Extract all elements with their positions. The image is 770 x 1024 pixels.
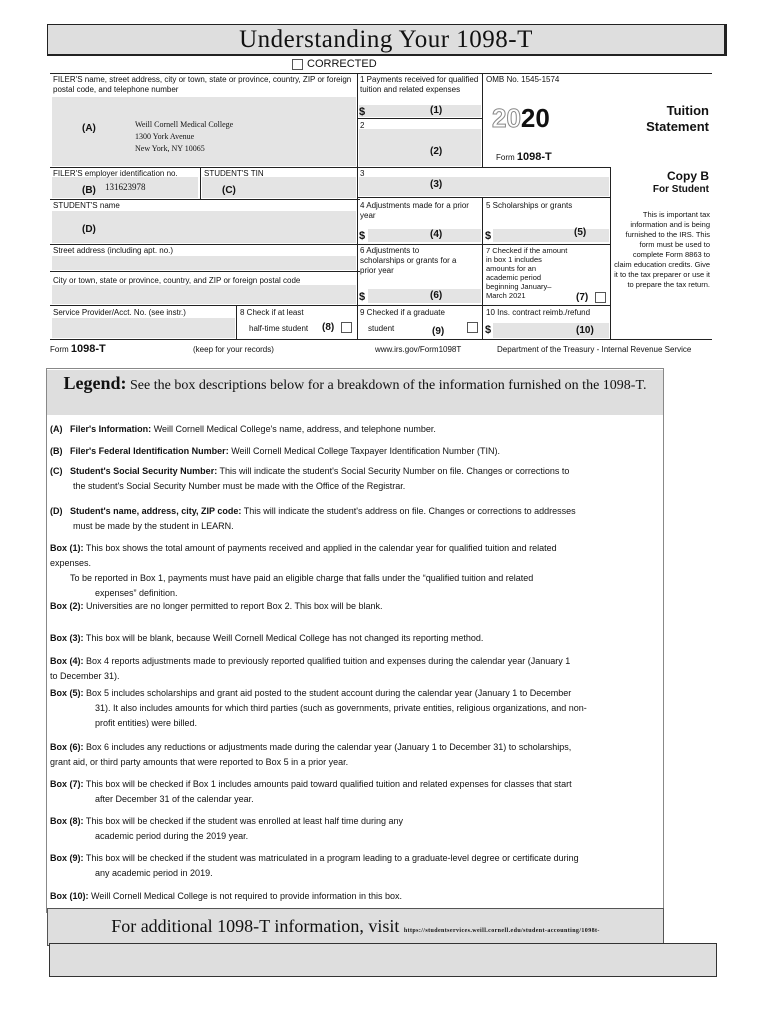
box9-label-2: student (368, 324, 395, 333)
legend-item-cont: the student's Social Security Number must be made with the Office of the Registrar. (73, 481, 406, 491)
box1-note-1: To be reported in Box 1, payments must have paid an eligible charge that falls under the “qualified tuition and related (70, 573, 534, 583)
marker-b: (B) (82, 185, 96, 196)
tax-year-outline: 20 (492, 103, 521, 133)
important-note: This is important tax information and is being furnished to the IRS. This form must be used to complete Form 8863 to claim education credits. Give it to the tax preparer or use it to prepare the tax return. (614, 210, 710, 289)
box9-label-1: 9 Checked if a graduate (360, 308, 445, 317)
student-tin-label: STUDENT'S TIN (204, 169, 264, 178)
row-rule (50, 199, 360, 200)
box1-dollar: $ (359, 106, 366, 118)
box4-key: Box (4): (50, 656, 84, 666)
form-title (613, 103, 709, 135)
marker-10: (10) (576, 325, 594, 336)
city-label: City or town, state or province, country, and ZIP or foreign postal code (53, 276, 301, 285)
box10-desc (50, 889, 650, 904)
street-fill (52, 256, 356, 270)
col-rule (610, 167, 611, 339)
box2-desc (50, 599, 650, 614)
row-rule (357, 244, 610, 245)
filer-ein-label: FILER'S employer identification no. (53, 169, 178, 178)
legend-item-d (50, 504, 650, 534)
box10-label: 10 Ins. contract reimb./refund (486, 308, 591, 317)
box8-key: Box (8): (50, 816, 84, 826)
form-bottom-rule (50, 339, 712, 340)
form-title-line2: Statement (646, 119, 709, 134)
col-rule (236, 305, 237, 339)
form-footer-number: 1098-T (70, 343, 106, 355)
box8-desc (50, 814, 650, 844)
box1-key: Box (1): (50, 543, 84, 553)
box6-key: Box (6): (50, 742, 84, 752)
legend-item-text: This will indicate the student's Social Security Number on file. Changes or corrections to (219, 466, 570, 476)
row-rule (357, 197, 610, 198)
student-name-label: STUDENT'S name (53, 201, 120, 210)
row-rule (50, 167, 610, 168)
marker-8: (8) (322, 322, 335, 333)
form-footer-word: Form (50, 345, 69, 354)
box6-label: 6 Adjustments to scholarships or grants for a prior year (360, 246, 457, 275)
box4-label: 4 Adjustments made for a prior year (360, 201, 469, 220)
marker-3: (3) (430, 179, 443, 190)
box4-fill (368, 229, 481, 242)
for-student: For Student (652, 184, 709, 195)
box10-dollar: $ (485, 324, 492, 336)
legend-heading (47, 370, 663, 415)
legend-item-b (50, 444, 650, 459)
name-fill (52, 211, 356, 243)
box5-dollar: $ (485, 230, 492, 242)
additional-info-banner (47, 908, 664, 946)
box7-key: Box (7): (50, 779, 84, 789)
box4-dollar: $ (359, 230, 366, 242)
legend-item-title: Student's name, address, city, ZIP code: (70, 506, 242, 516)
city-fill (52, 285, 356, 304)
legend-key: (A) (50, 424, 63, 434)
tax-year-bold: 20 (520, 103, 550, 133)
legend-item-text: Weill Cornell Medical College Taxpayer Identification Number (TIN). (231, 446, 500, 456)
box4-cont: to December 31). (50, 671, 120, 681)
row-rule (50, 305, 610, 306)
box6-fill (368, 289, 481, 303)
legend-key: (D) (50, 506, 63, 516)
tax-year (492, 103, 550, 133)
row-rule (357, 118, 482, 119)
legend-item-cont: must be made by the student in LEARN. (73, 521, 234, 531)
marker-1: (1) (430, 105, 443, 116)
marker-a: (A) (82, 123, 96, 134)
box3-text: This box will be blank, because Weill Cornell Medical College has not changed its reporting method. (85, 633, 484, 643)
box6-desc (50, 740, 650, 770)
box5-label: 5 Scholarships or grants (486, 201, 573, 210)
street-label: Street address (including apt. no.) (53, 246, 174, 255)
marker-9: (9) (432, 326, 445, 337)
additional-info-link[interactable]: https://studentservices.weill.cornell.edu/student-accounting/1098t- (403, 928, 600, 934)
form-top-rule (50, 73, 712, 74)
box7-text: This box will be checked if Box 1 includes amounts paid toward qualified tuition and related expenses for classes that start (85, 779, 572, 789)
box7-label: 7 Checked if the amount in box 1 includes amounts for an academic period beginning January– March 2021 (486, 246, 568, 300)
marker-7: (7) (576, 292, 589, 303)
legend-item-a (50, 422, 650, 437)
box3-desc (50, 631, 650, 646)
legend-key: (B) (50, 446, 63, 456)
filer-ein: 131623978 (105, 182, 146, 192)
box9-desc (50, 851, 650, 881)
box9-text: This box will be checked if the student was matriculated in a program leading to a graduate-level degree or certificate during (85, 853, 579, 863)
form-1098t (50, 73, 712, 355)
box1-fill (359, 105, 481, 117)
box4-desc (50, 654, 650, 684)
box8-label-2: half-time student (249, 324, 309, 333)
box10-text: Weill Cornell Medical College is not required to provide information in this box. (91, 891, 403, 901)
box7-checkbox[interactable] (595, 292, 606, 303)
box7-cont: after December 31 of the calendar year. (95, 794, 254, 804)
marker-5: (5) (574, 227, 587, 238)
box2-text: Universities are no longer permitted to report Box 2. This box will be blank. (86, 601, 383, 611)
box9-checkbox[interactable] (467, 322, 478, 333)
col-rule (482, 197, 483, 339)
box5-fill (493, 229, 609, 242)
legend-item-title: Student's Social Security Number: (70, 466, 218, 476)
box5-cont-1: 31). It also includes amounts for which third parties (such as governments, private entities, religious organizations, and non- (95, 703, 587, 713)
irs-url[interactable]: www.irs.gov/Form1098T (375, 345, 462, 354)
box1-note-2: expenses” definition. (95, 588, 178, 598)
box10-key: Box (10): (50, 891, 89, 901)
box5-key: Box (5): (50, 688, 84, 698)
legend-item-c (50, 464, 650, 494)
box5-text: Box 5 includes scholarships and grant aid posted to the student account during the calendar year (January 1 to December (86, 688, 572, 698)
form-title-line1: Tuition (666, 103, 709, 118)
corrected-checkbox[interactable] (292, 59, 303, 70)
row-rule (50, 244, 360, 245)
box2-key: Box (2): (50, 601, 84, 611)
form-word: Form (496, 153, 515, 162)
legend-key: (C) (50, 466, 63, 476)
col-rule (482, 73, 483, 167)
box3-label: 3 (360, 169, 365, 178)
box1-label: 1 Payments received for qualified tuition and related expenses (360, 75, 479, 94)
filer-street: 1300 York Avenue (135, 132, 195, 141)
filer-address (135, 119, 233, 155)
box6-text: Box 6 includes any reductions or adjustments made during the calendar year (January 1 to December 31) to scholarships, (86, 742, 572, 752)
marker-d: (D) (82, 224, 96, 235)
box1-text: This box shows the total amount of payments received and applied in the calendar year for qualified tuition and related (85, 543, 557, 553)
box1-desc (50, 541, 650, 601)
box3-key: Box (3): (50, 633, 84, 643)
box5-cont-2: profit entities) were billed. (95, 718, 198, 728)
service-label: Service Provider/Acct. No. (see instr.) (53, 308, 186, 317)
box7-desc (50, 777, 650, 807)
box8-label-1: 8 Check if at least (240, 308, 304, 317)
box3-fill (359, 177, 609, 196)
filer-label: FILER'S name, street address, city or town, state or province, country, ZIP or foreign postal code, and telephone number (53, 75, 352, 94)
marker-2: (2) (430, 146, 443, 157)
col-rule (357, 73, 358, 339)
row-rule (50, 271, 360, 272)
box8-text: This box will be checked if the student was enrolled at least half time during any (85, 816, 404, 826)
treasury-dept: Department of the Treasury - Internal Revenue Service (497, 345, 692, 354)
filer-name: Weill Cornell Medical College (135, 120, 234, 129)
service-fill (52, 318, 235, 338)
corrected-row (292, 58, 377, 70)
copy-b: Copy B (667, 169, 709, 183)
box6-dollar: $ (359, 291, 366, 303)
legend-item-title: Filer's Federal Identification Number: (70, 446, 229, 456)
legend-item-title: Filer's Information: (70, 424, 152, 434)
additional-info-text: For additional 1098-T information, visit (111, 916, 400, 936)
keep-records: (keep for your records) (193, 345, 274, 354)
box5-desc (50, 686, 650, 731)
marker-6: (6) (430, 290, 443, 301)
form-footer-id (50, 343, 106, 355)
marker-4: (4) (430, 229, 443, 240)
marker-c: (C) (222, 185, 236, 196)
col-rule (200, 167, 201, 199)
box4-text: Box 4 reports adjustments made to previously reported qualified tuition and expenses during the calendar year (January 1 (86, 656, 571, 666)
box9-key: Box (9): (50, 853, 84, 863)
box2-fill (359, 129, 481, 166)
corrected-label: CORRECTED (307, 58, 377, 70)
legend-intro: See the box descriptions below for a breakdown of the information furnished on the 1098-T. (130, 378, 647, 393)
bottom-bar (49, 943, 717, 977)
legend-item-text: This will indicate the student's address on file. Changes or corrections to addresses (243, 506, 576, 516)
box1-cont: expenses. (50, 558, 92, 568)
legend-title: Legend: (63, 373, 127, 393)
form-number: 1098-T (516, 151, 552, 163)
box9-cont: any academic period in 2019. (95, 868, 213, 878)
legend-item-text: Weill Cornell Medical College's name, address, and telephone number. (153, 424, 436, 434)
box8-cont: academic period during the 2019 year. (95, 831, 249, 841)
page-title: Understanding Your 1098-T (47, 24, 727, 56)
form-label (496, 151, 552, 163)
filer-city: New York, NY 10065 (135, 144, 205, 153)
box6-cont: grant aid, or third party amounts that were reported to Box 5 in a prior year. (50, 757, 349, 767)
omb-number: OMB No. 1545-1574 (486, 75, 560, 84)
box8-checkbox[interactable] (341, 322, 352, 333)
box2-label: 2 (360, 121, 365, 130)
